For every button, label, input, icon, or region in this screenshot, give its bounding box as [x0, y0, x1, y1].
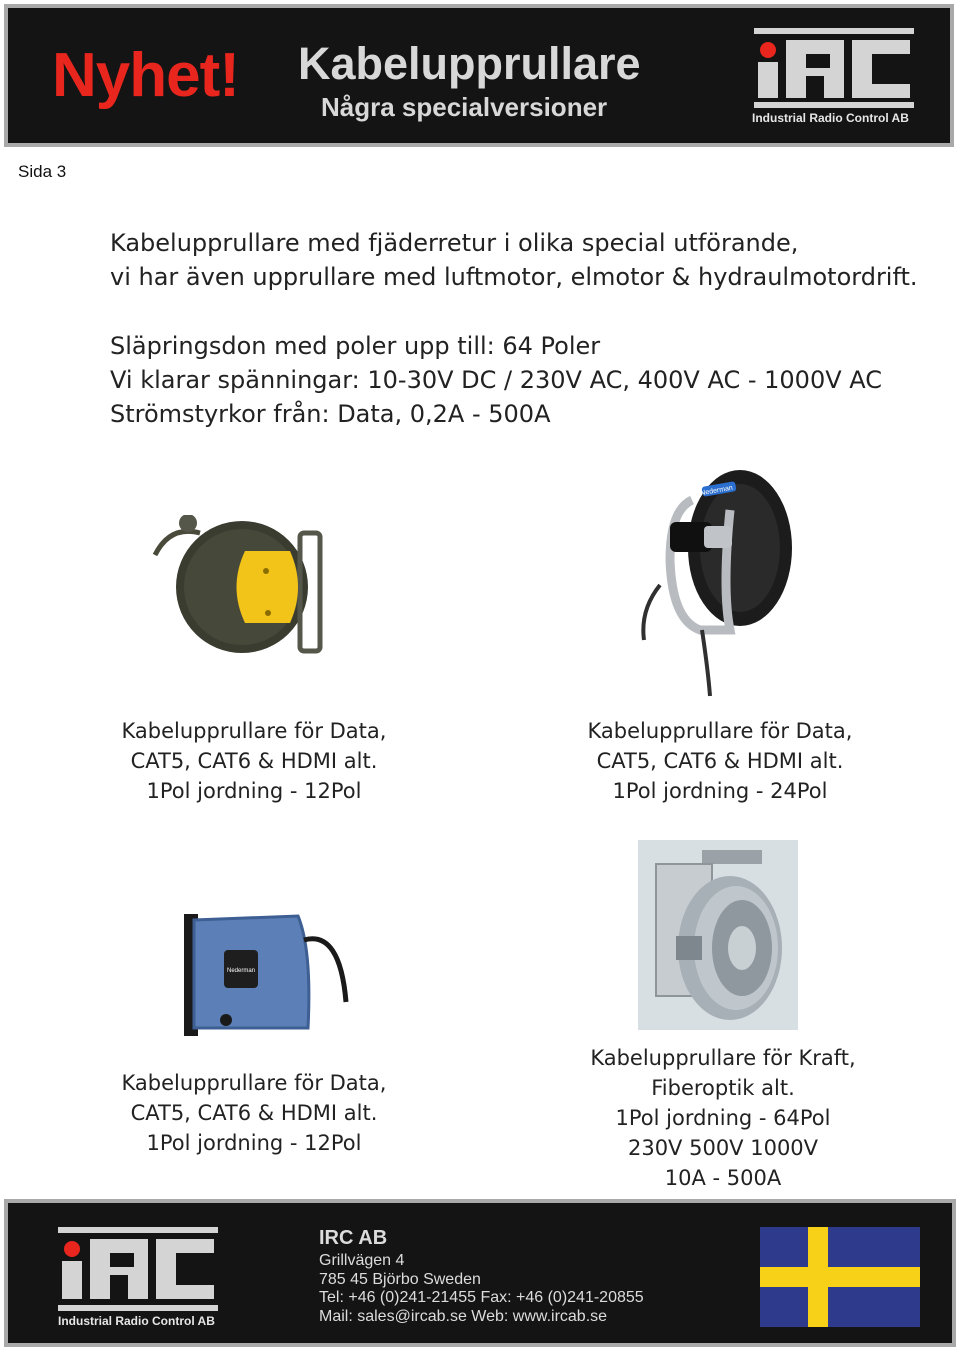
product-caption — [570, 716, 870, 806]
product-caption — [573, 1043, 873, 1193]
caption-line: Kabelupprullare för Kraft, — [590, 1046, 856, 1070]
page-number: Sida 3 — [18, 162, 67, 181]
irc-logo — [58, 1227, 218, 1311]
caption-line: Kabelupprullare för Data, — [587, 719, 853, 743]
footer-logo-caption: Industrial Radio Control AB — [58, 1314, 215, 1328]
reel-brand-label: Nederman — [699, 484, 734, 498]
contact-phone-fax: Tel: +46 (0)241-21455 Fax: +46 (0)241-20855 — [319, 1289, 644, 1306]
product-image-data-reel-blue — [180, 910, 355, 1040]
company-name: IRC AB — [319, 1227, 388, 1249]
page-header — [4, 4, 954, 147]
specs-paragraph — [110, 329, 882, 431]
caption-line: Kabelupprullare för Data, — [121, 719, 387, 743]
caption-line: CAT5, CAT6 & HDMI alt. — [596, 749, 844, 773]
caption-line: 1Pol jordning - 12Pol — [146, 779, 362, 803]
caption-line: 1Pol jordning - 64Pol — [615, 1106, 831, 1130]
product-image-data-reel-black — [630, 470, 800, 700]
header-subtitle: Några specialversioner — [321, 92, 608, 122]
contact-mail-web: Mail: sales@ircab.se Web: www.ircab.se — [319, 1308, 608, 1325]
address-street: Grillvägen 4 — [319, 1252, 405, 1269]
spec-line: Släpringsdon med poler upp till: 64 Poler — [110, 332, 601, 360]
product-image-data-reel-yellow — [150, 515, 330, 660]
caption-line: 230V 500V 1000V — [627, 1136, 819, 1160]
new-badge: Nyhet! — [52, 41, 239, 110]
intro-line: vi har även upprullare med luftmotor, elmotor & hydraulmotordrift. — [110, 263, 918, 291]
reel-brand-label: Nederman — [227, 968, 256, 974]
product-image-power-reel-steel — [638, 840, 798, 1030]
caption-line: 10A - 500A — [664, 1166, 782, 1190]
swedish-flag-icon — [760, 1227, 920, 1327]
caption-line: 1Pol jordning - 12Pol — [146, 1131, 362, 1155]
caption-line: Fiberoptik alt. — [651, 1076, 795, 1100]
caption-line: Kabelupprullare för Data, — [121, 1071, 387, 1095]
address-city: 785 45 Björbo Sweden — [319, 1271, 481, 1288]
caption-line: 1Pol jordning - 24Pol — [612, 779, 828, 803]
logo-caption: Industrial Radio Control AB — [752, 111, 909, 125]
intro-line: Kabelupprullare med fjäderretur i olika special utförande, — [110, 229, 799, 257]
intro-paragraph — [110, 226, 918, 294]
spec-line: Vi klarar spänningar: 10-30V DC / 230V AC, 400V AC - 1000V AC — [110, 366, 883, 394]
spec-line: Strömstyrkor från: Data, 0,2A - 500A — [110, 400, 551, 428]
caption-line: CAT5, CAT6 & HDMI alt. — [130, 1101, 378, 1125]
header-title: Kabelupprullare — [298, 38, 641, 89]
product-caption — [104, 1068, 404, 1158]
irc-logo — [754, 28, 914, 108]
page-footer — [4, 1199, 956, 1347]
product-caption — [104, 716, 404, 806]
caption-line: CAT5, CAT6 & HDMI alt. — [130, 749, 378, 773]
